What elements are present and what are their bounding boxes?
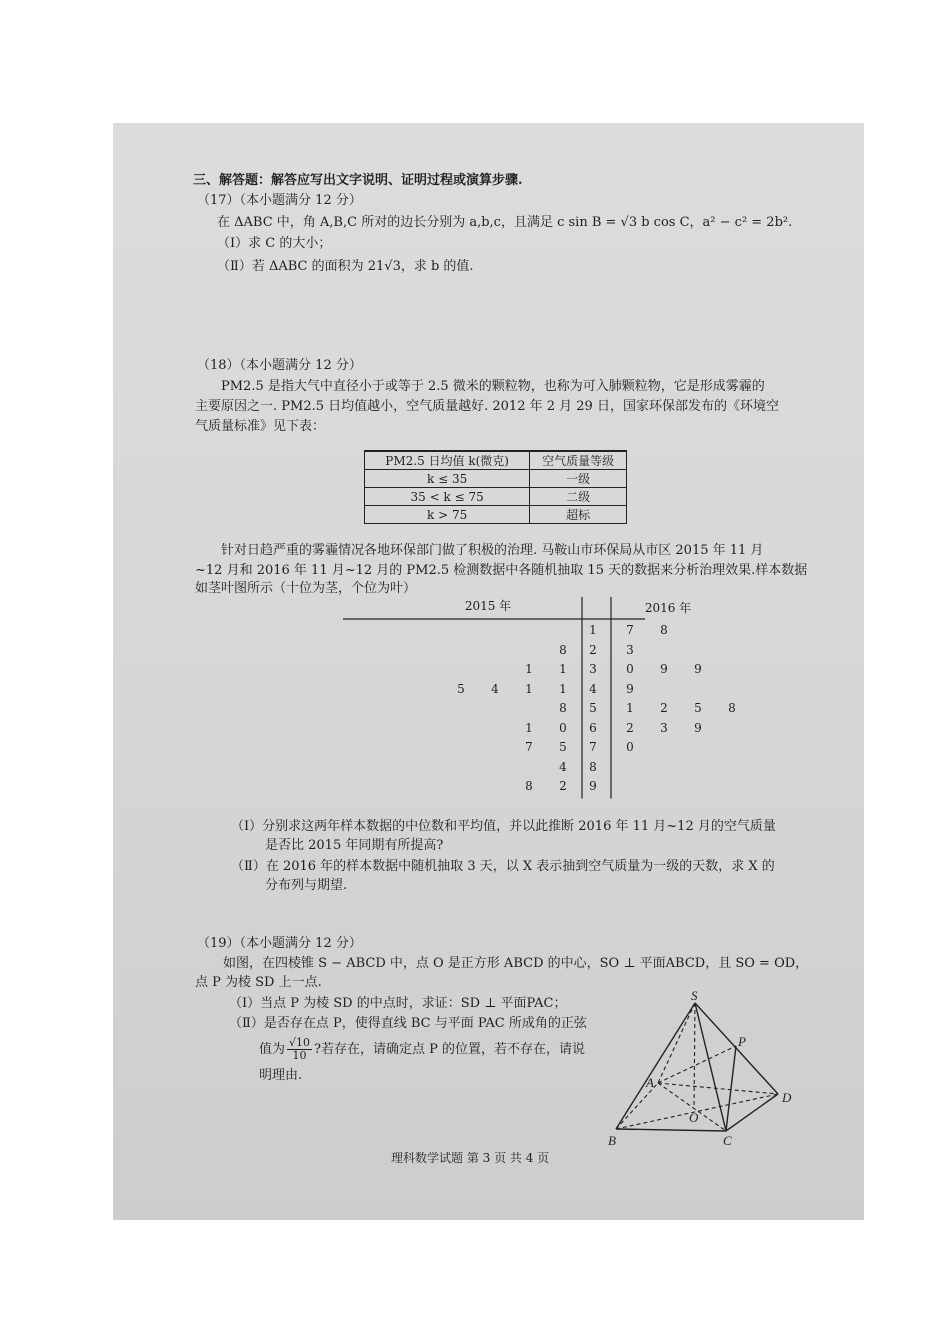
q18-intro-line: 主要原因之一. PM2.5 日均值越小，空气质量越好. 2012 年 2 月 29 日，国家环保部发布的《环境空 bbox=[195, 399, 779, 414]
q17-part1: （Ⅰ）求 C 的大小； bbox=[217, 236, 332, 251]
leaf-2016: 9 bbox=[694, 720, 702, 735]
leaf-2015: 7 bbox=[525, 740, 533, 754]
q19-part2-value-line bbox=[259, 1037, 585, 1063]
q18-context-line: ~12 月和 2016 年 11 月~12 月的 PM2.5 检测数据中各随机抽取 15 天的数据来分析治理效果.样本数据 bbox=[195, 563, 808, 578]
edge-BC bbox=[616, 1129, 726, 1131]
leaf-2015: 1 bbox=[525, 681, 533, 696]
leaf-2015: 5 bbox=[559, 740, 567, 754]
table-cell: 超标 bbox=[530, 506, 627, 524]
edge-SB bbox=[616, 1003, 695, 1129]
q18-title: （18）（本小题满分 12 分） bbox=[197, 358, 362, 373]
table-cell: 一级 bbox=[530, 470, 627, 488]
exam-page bbox=[113, 123, 864, 1220]
label-C: C bbox=[723, 1133, 732, 1148]
q17-part2: （Ⅱ）若 ΔABC 的面积为 21√3，求 b 的值. bbox=[217, 259, 474, 274]
q19-value-suffix: ?若存在，请确定点 P 的位置，若不存在，请说 bbox=[314, 1042, 586, 1057]
table-row bbox=[365, 506, 627, 524]
label-O: O bbox=[689, 1110, 699, 1125]
leaf-2016: 8 bbox=[728, 701, 736, 715]
segment-AP bbox=[658, 1046, 736, 1083]
edge-AD bbox=[658, 1083, 778, 1094]
air-quality-table bbox=[364, 450, 627, 524]
section-heading: 三、解答题：解答应写出文字说明、证明过程或演算步骤. bbox=[193, 173, 523, 188]
table-cell: k > 75 bbox=[365, 506, 530, 524]
stem-leaf-right-title: 2016 年 bbox=[644, 601, 692, 615]
stem-value: 5 bbox=[589, 701, 597, 715]
leaf-2015: 8 bbox=[559, 701, 567, 715]
table-cell: 二级 bbox=[530, 488, 627, 506]
fraction-denominator: 10 bbox=[292, 1049, 307, 1062]
q18-context-line: 针对日趋严重的雾霾情况各地环保部门做了积极的治理. 马鞍山市环保局从市区 2015 年 11 月 bbox=[221, 543, 764, 558]
leaf-2015: 1 bbox=[559, 681, 567, 696]
q19-part2-line: 明理由. bbox=[259, 1068, 303, 1083]
leaf-2016: 3 bbox=[660, 720, 668, 735]
leaf-2015: 1 bbox=[525, 720, 533, 735]
sqrt10-over-10-fraction bbox=[287, 1037, 312, 1062]
stem-leaf-plot bbox=[343, 595, 736, 805]
edge-SA bbox=[658, 1003, 695, 1083]
table-row bbox=[365, 488, 627, 506]
table-header-row bbox=[365, 451, 627, 470]
leaf-2016: 0 bbox=[626, 662, 634, 676]
leaf-2016: 0 bbox=[626, 740, 634, 754]
leaf-2015: 8 bbox=[525, 779, 533, 793]
table-row bbox=[365, 470, 627, 488]
stem-value: 9 bbox=[589, 779, 597, 793]
leaf-2016: 8 bbox=[660, 623, 668, 637]
pyramid-figure bbox=[608, 991, 813, 1151]
stem-leaf-left-title: 2015 年 bbox=[464, 599, 512, 613]
edge-CP bbox=[726, 1046, 736, 1131]
page-footer: 理科数学试题 第 3 页 共 4 页 bbox=[391, 1151, 550, 1165]
leaf-2016: 3 bbox=[626, 642, 634, 657]
table-cell: 35 < k ≤ 75 bbox=[365, 488, 530, 506]
leaf-2016: 5 bbox=[694, 701, 702, 715]
table-cell: k ≤ 35 bbox=[365, 470, 530, 488]
q19-stem-line: 如图，在四棱锥 S − ABCD 中，点 O 是正方形 ABCD 的中心，SO ⊥ 平面ABCD，且 SO = OD， bbox=[223, 956, 809, 971]
leaf-2015: 4 bbox=[491, 681, 499, 696]
q18-part1-line: （Ⅰ）分别求这两年样本数据的中位数和平均值，并以此推断 2016 年 11 月~12 月的空气质量 bbox=[231, 819, 776, 834]
leaf-2015: 5 bbox=[457, 681, 465, 696]
table-header: 空气质量等级 bbox=[530, 451, 627, 470]
segment-SO bbox=[694, 1003, 695, 1109]
label-B: B bbox=[608, 1133, 616, 1148]
leaf-2015: 4 bbox=[559, 759, 567, 774]
label-A: A bbox=[646, 1075, 654, 1090]
leaf-2016: 2 bbox=[626, 720, 634, 735]
leaf-2015: 8 bbox=[559, 642, 567, 657]
q17-stem: 在 ΔABC 中，角 A,B,C 所对的边长分别为 a,b,c，且满足 c sin B = √3 b cos C，a² − c² = 2b². bbox=[217, 215, 793, 230]
stem-value: 2 bbox=[589, 642, 597, 657]
label-D: D bbox=[782, 1090, 792, 1105]
table-header: PM2.5 日均值 k(微克) bbox=[365, 451, 530, 470]
q19-part1: （Ⅰ）当点 P 为棱 SD 的中点时，求证：SD ⊥ 平面PAC； bbox=[229, 996, 567, 1011]
leaf-2015: 2 bbox=[559, 779, 567, 793]
edge-SD bbox=[695, 1003, 778, 1094]
leaf-2016: 1 bbox=[626, 701, 634, 715]
q19-value-prefix: 值为 bbox=[259, 1042, 286, 1057]
q18-part2-line: （Ⅱ）在 2016 年的样本数据中随机抽取 3 天，以 X 表示抽到空气质量为一级的天数，求 X 的 bbox=[231, 859, 775, 874]
label-S: S bbox=[691, 991, 698, 1003]
q18-intro-line: PM2.5 是指大气中直径小于或等于 2.5 微米的颗粒物，也称为可入肺颗粒物，它是形成雾霾的 bbox=[221, 379, 765, 394]
q19-stem-line: 点 P 为棱 SD 上一点. bbox=[195, 975, 322, 990]
leaf-2016: 7 bbox=[626, 623, 634, 637]
edge-CD bbox=[726, 1094, 778, 1131]
leaf-2016: 9 bbox=[626, 681, 634, 696]
q18-part2-line: 分布列与期望. bbox=[265, 878, 348, 893]
leaf-2015: 1 bbox=[559, 662, 567, 676]
q19-title: （19）（本小题满分 12 分） bbox=[197, 936, 362, 951]
leaf-2016: 9 bbox=[660, 662, 668, 676]
q18-part1-line: 是否比 2015 年同期有所提高? bbox=[265, 838, 444, 853]
q19-part2-line: （Ⅱ）是否存在点 P，使得直线 BC 与平面 PAC 所成角的正弦 bbox=[229, 1016, 587, 1031]
label-P: P bbox=[738, 1034, 746, 1049]
q18-context-line: 如茎叶图所示（十位为茎，个位为叶） bbox=[195, 581, 417, 596]
stem-leaf-lines bbox=[343, 595, 663, 805]
leaf-2015: 0 bbox=[559, 720, 567, 735]
stem-value: 4 bbox=[589, 681, 597, 696]
leaf-2016: 2 bbox=[660, 701, 668, 715]
stem-value: 8 bbox=[589, 759, 597, 774]
stem-value: 6 bbox=[589, 720, 597, 735]
q18-intro-line: 气质量标准》见下表： bbox=[195, 419, 326, 434]
stem-value: 7 bbox=[589, 740, 597, 754]
leaf-2016: 9 bbox=[694, 662, 702, 676]
stem-value: 3 bbox=[589, 662, 597, 676]
stem-value: 1 bbox=[589, 623, 597, 637]
q17-title: （17）（本小题满分 12 分） bbox=[197, 193, 362, 208]
leaf-2015: 1 bbox=[525, 662, 533, 676]
fraction-numerator: √10 bbox=[289, 1036, 311, 1049]
